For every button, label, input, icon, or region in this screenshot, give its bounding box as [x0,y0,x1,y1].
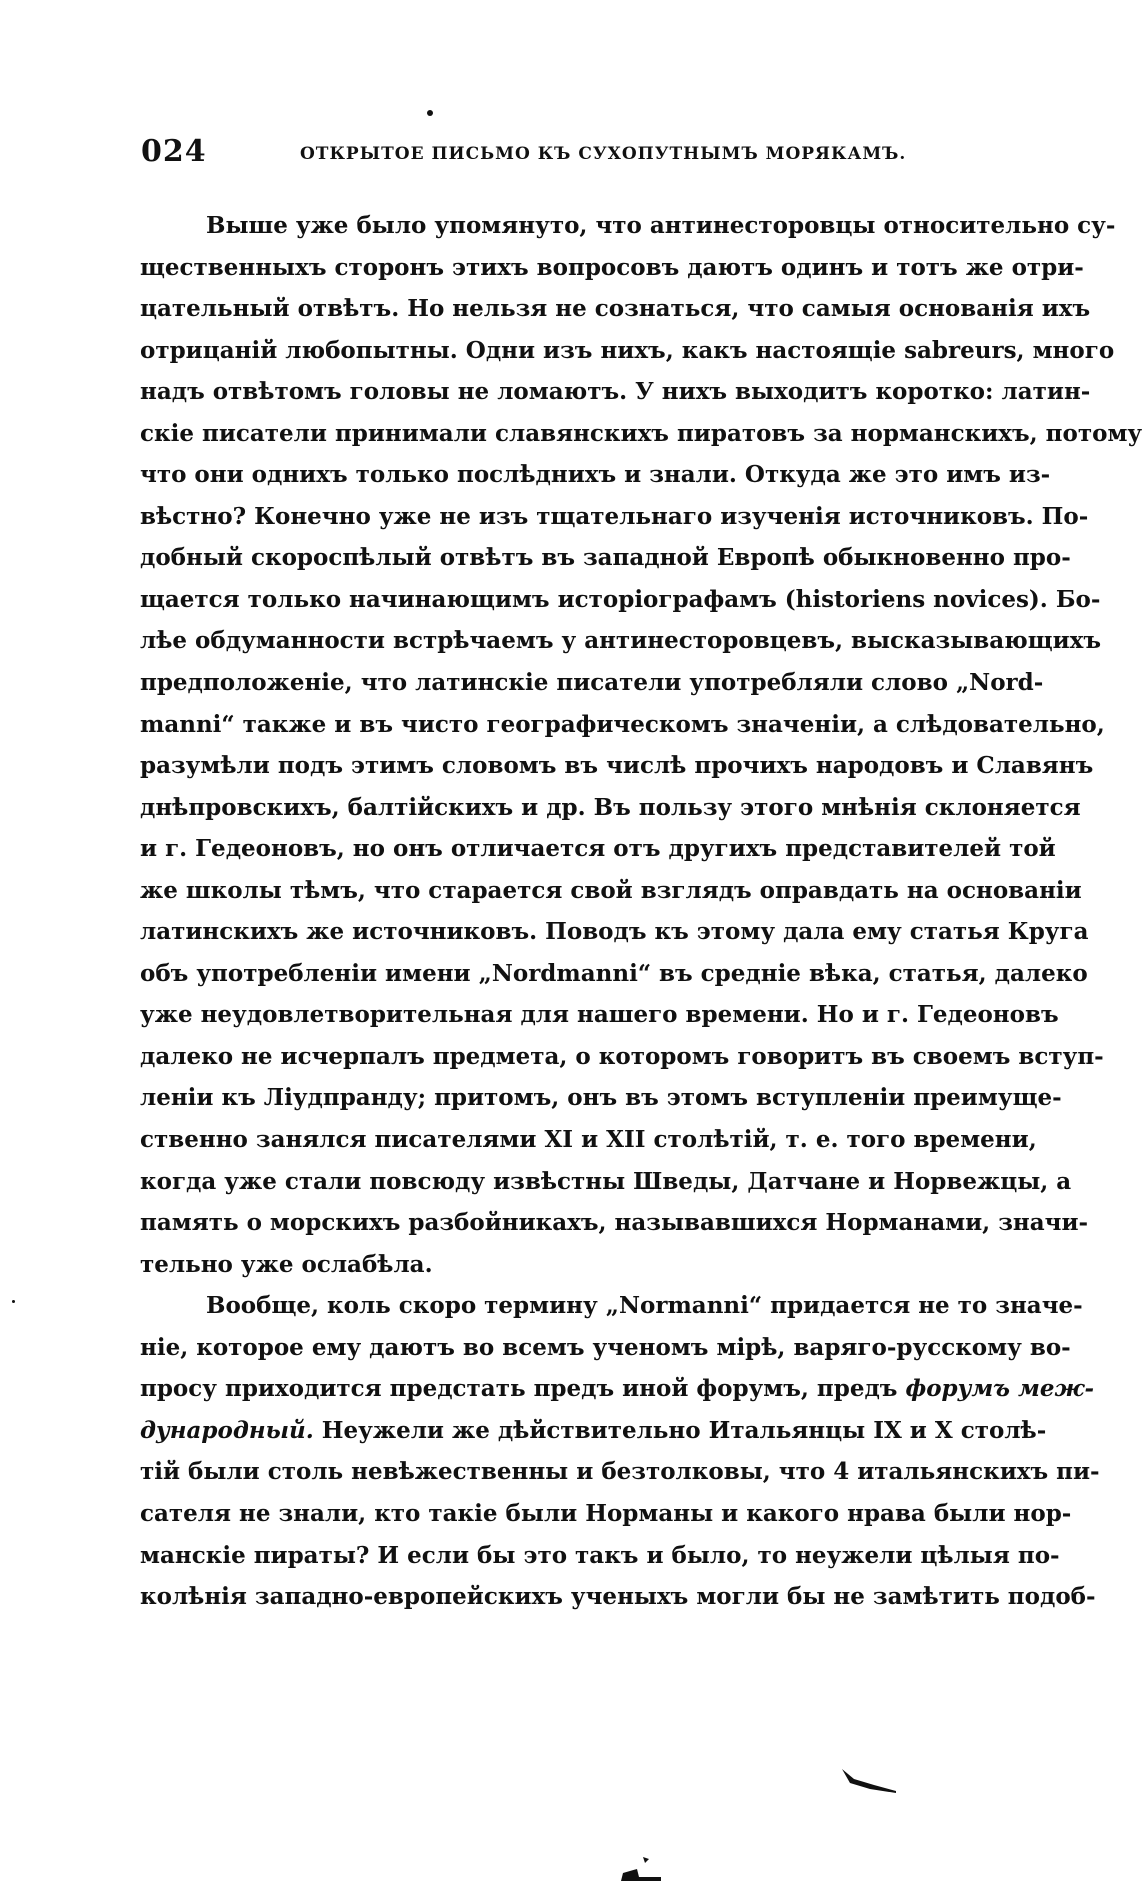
text-line: разумѣли подъ этимъ словомъ въ числѣ прочихъ народовъ и Славянъ [140,752,1094,780]
text-line: далеко не исчерпалъ предмета, о которомъ говоритъ въ своемъ вступ- [140,1042,1104,1070]
text-line: леніи къ Ліудпранду; притомъ, онъ въ этомъ вступленіи преимуще- [140,1084,1062,1112]
text-line: же школы тѣмъ, что старается свой взглядъ оправдать на основаніи [140,876,1082,904]
text-line: уже неудовлетворительная для нашего времени. Но и г. Гедеоновъ [140,1001,1059,1029]
italic-term: форумъ меж- [905,1375,1095,1403]
text-line [140,1368,1095,1410]
paragraph-2 [140,1285,1100,1617]
text-line: латинскихъ же источниковъ. Поводъ къ этому дала ему статья Круга [140,918,1089,946]
page-header [125,134,1035,174]
text-line: тій были столь невѣжественны и безтолковы, что 4 итальянскихъ пи- [140,1458,1100,1486]
ink-speck-top [427,110,433,116]
text-line: память о морскихъ разбойникахъ, называвшихся Норманами, значи- [140,1209,1089,1237]
text-line: щается только начинающимъ исторіографамъ (historiens novices). Бо- [140,585,1101,613]
text-line: когда уже стали повсюду извѣстны Шведы, Датчане и Норвежцы, а [140,1167,1072,1195]
ink-speck-left [12,1300,15,1303]
text-line: днѣпровскихъ, балтійскихъ и др. Въ пользу этого мнѣнія склоняется [140,793,1081,821]
text-line: добный скороспѣлый отвѣтъ въ западной Европѣ обыкновенно про- [140,544,1071,572]
text-segment: Неужели же дѣйствительно Итальянцы IX и X столѣ- [313,1416,1047,1444]
ink-mark-right [840,1765,900,1795]
text-line: отрицаній любопытны. Одни изъ нихъ, какъ настоящіе sabreurs, много [140,336,1115,364]
running-title: ОТКРЫТОЕ ПИСЬМО КЪ СУХОПУТНЫМЪ МОРЯКАМЪ. [300,144,907,164]
text-line [140,1410,1047,1452]
text-line: манскіе пираты? И если бы это такъ и было, то неужели цѣлыя по- [140,1541,1060,1569]
text-line: предположеніе, что латинскіе писатели употребляли слово „Nord- [140,669,1044,697]
text-line: ственно занялся писателями XI и XII столѣтій, т. е. того времени, [140,1126,1037,1154]
text-line: вѣстно? Конечно уже не изъ тщательнаго изученія источниковъ. По- [140,502,1089,530]
text-line: колѣнія западно-европейскихъ ученыхъ могли бы не замѣтить подоб- [140,1583,1096,1611]
italic-term: дународный. [140,1416,314,1444]
text-line: цательный отвѣтъ. Но нельзя не сознаться, что самыя основанія ихъ [140,295,1091,323]
text-line: что они однихъ только послѣднихъ и знали. Откуда же это имъ из- [140,461,1051,489]
text-line: надъ отвѣтомъ головы не ломаютъ. У нихъ выходитъ коротко: латин- [140,378,1091,406]
text-line: ніе, которое ему даютъ во всемъ ученомъ мірѣ, варяго-русскому во- [140,1333,1071,1361]
text-line: лѣе обдуманности встрѣчаемъ у антинесторовцевъ, высказывающихъ [140,627,1102,655]
text-line: Вообще, коль скоро термину „Normanni“ придается не то значе- [206,1292,1083,1320]
text-line: скіе писатели принимали славянскихъ пиратовъ за норманскихъ, потому [140,419,1142,447]
text-line: Выше уже было упомянуто, что антинесторовцы относительно су- [206,212,1116,239]
text-line: щественныхъ сторонъ этихъ вопросовъ даютъ одинъ и тотъ же отри- [140,253,1084,281]
text-line: и г. Гедеоновъ, но онъ отличается отъ другихъ представителей той [140,835,1056,863]
paragraph-1 [140,205,1142,1285]
text-line: сателя не знали, кто такіе были Норманы и какого нрава были нор- [140,1499,1072,1527]
text-segment: просу приходится предстать предъ иной форумъ, предъ [140,1375,906,1403]
ink-mark-bottom [615,1855,665,1885]
page-number: 024 [141,134,207,169]
text-line: manni“ также и въ чисто географическомъ значеніи, а слѣдовательно, [140,710,1105,738]
text-line: тельно уже ослабѣла. [140,1250,433,1278]
main-text [140,205,1142,1618]
text-line: объ употребленіи имени „Nordmanni“ въ средніе вѣка, статья, далеко [140,959,1088,987]
